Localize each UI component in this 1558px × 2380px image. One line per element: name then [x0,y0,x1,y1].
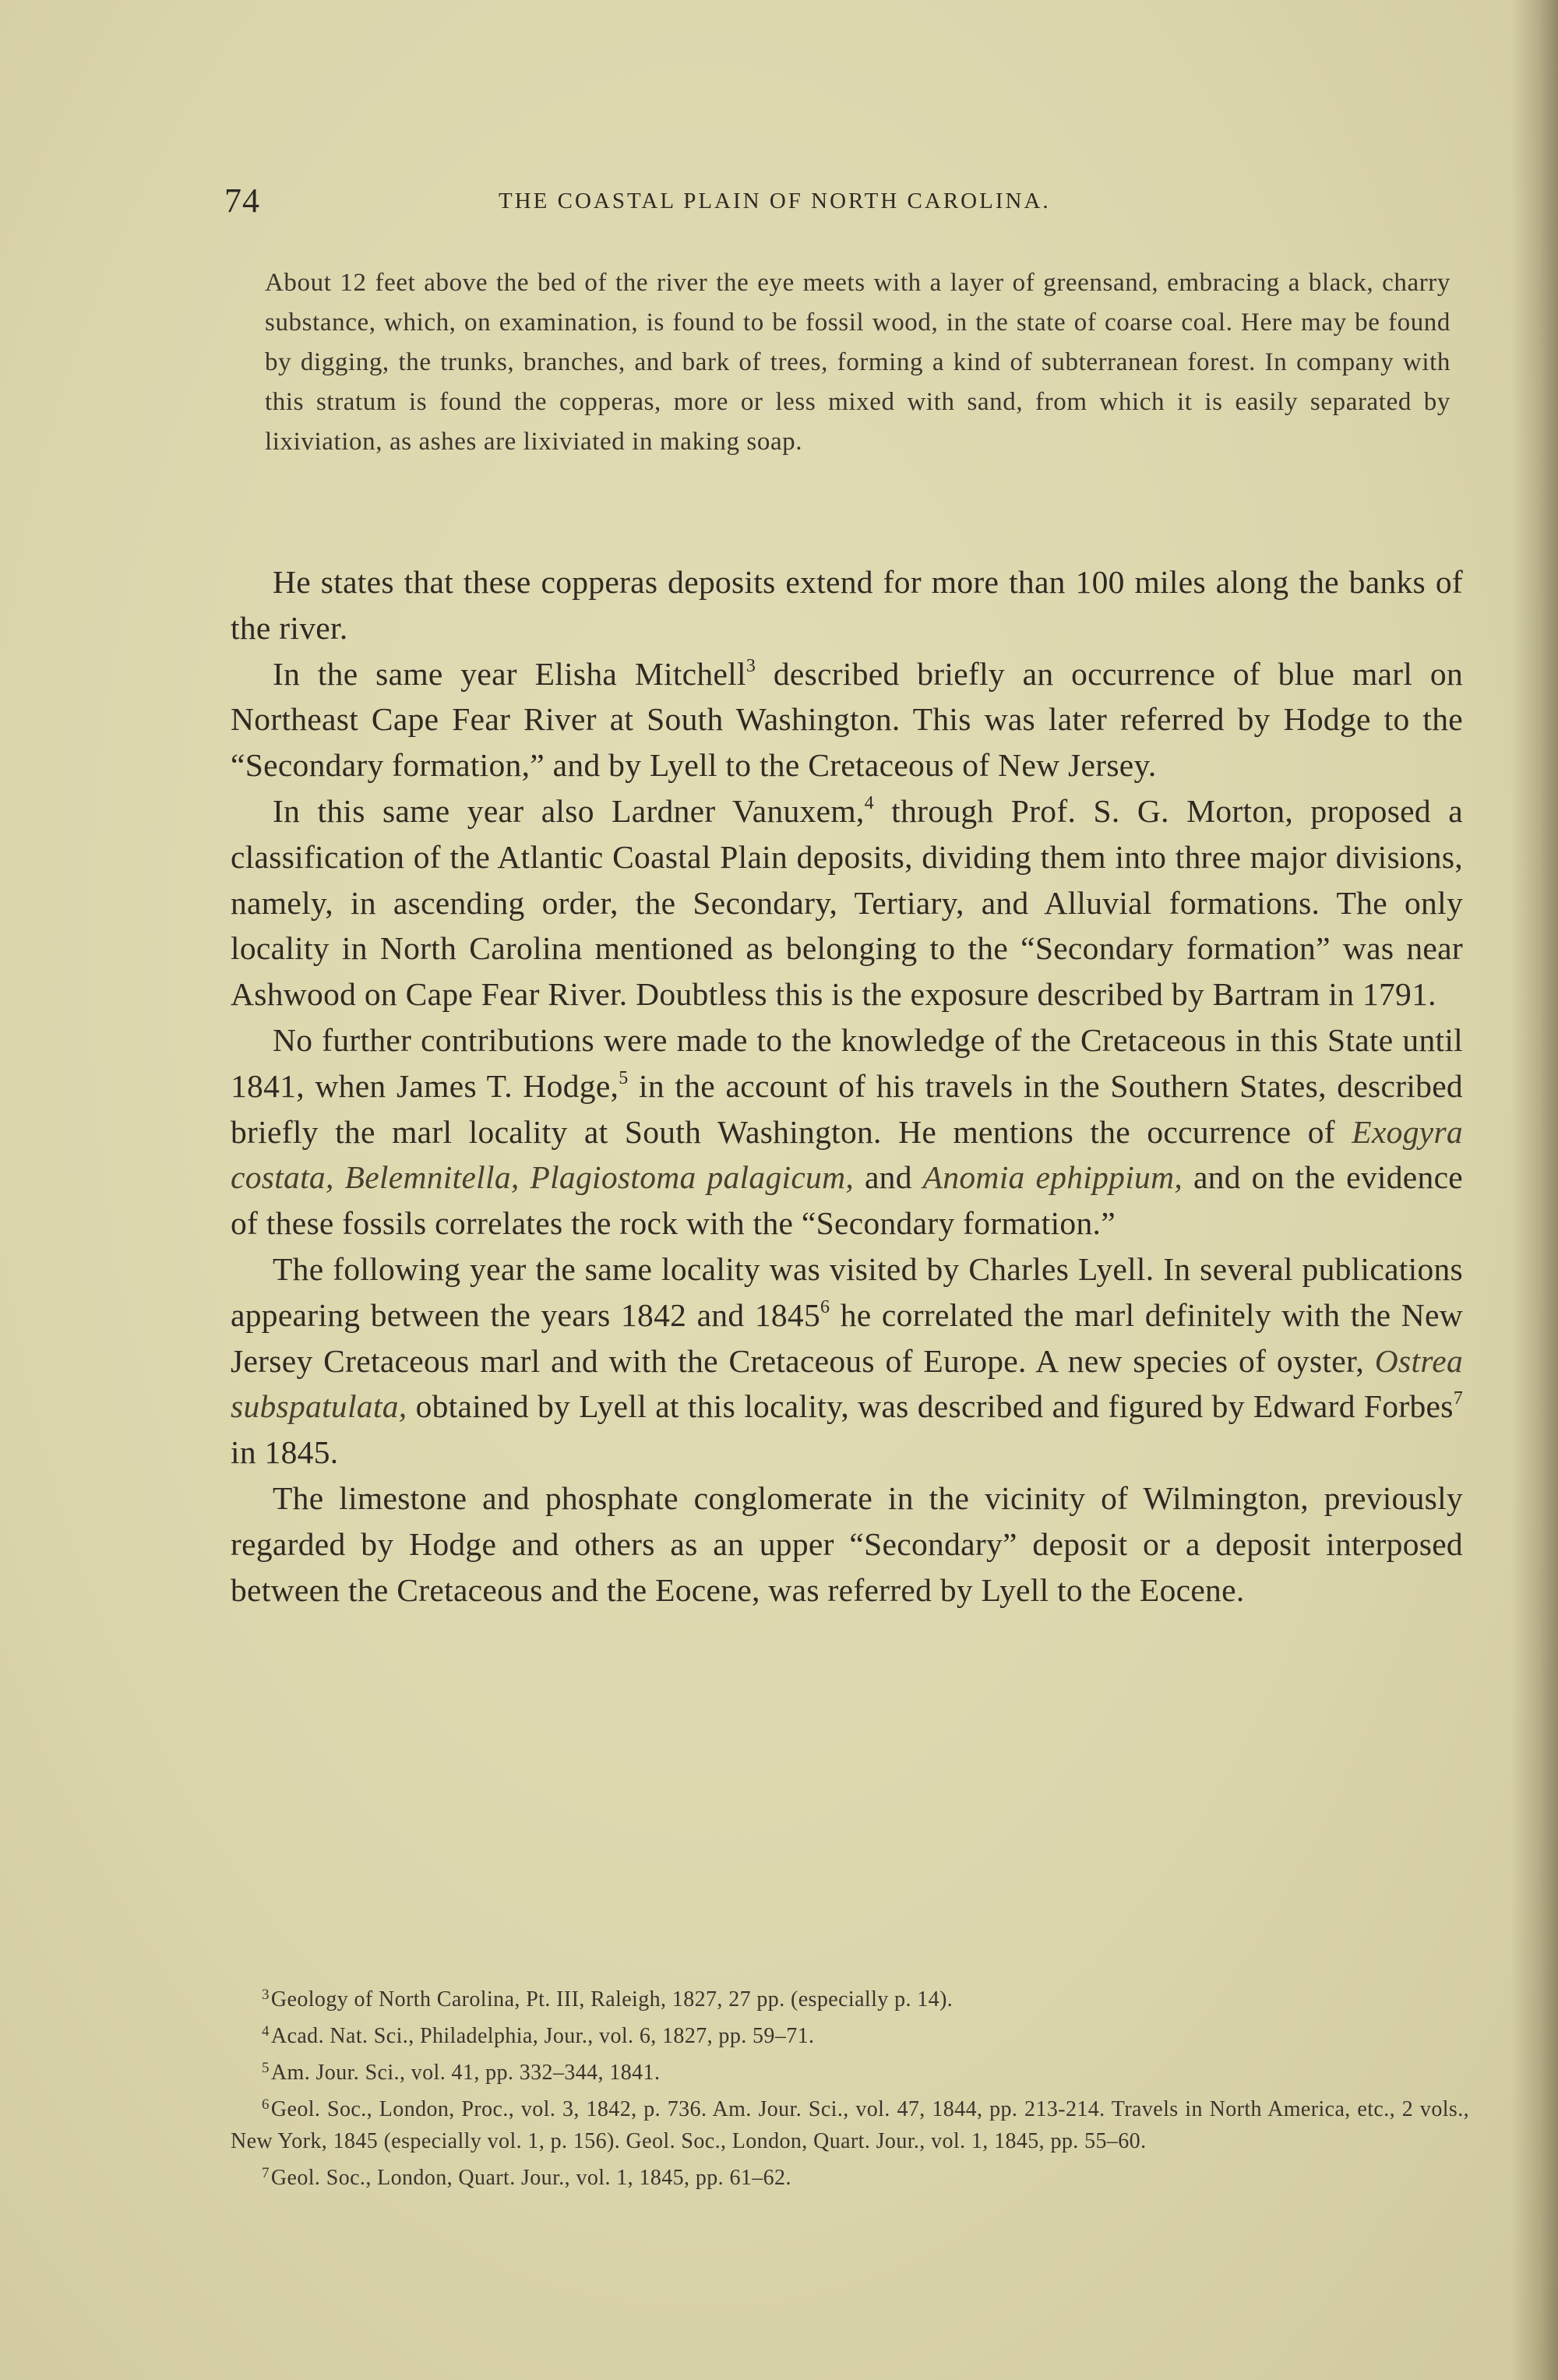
body-text [231,559,1463,1613]
footnote [231,1979,1469,2015]
paragraph-6: The limestone and phosphate conglomerate in the vicinity of Wilmington, previously regarded by Hodge and others as an upper “Secondary” deposit or a deposit interposed between the Cretaceous and the Eocene, was referred by Lyell to the Eocene. [231,1479,1463,1608]
footnote [231,2089,1469,2157]
footnote-text: Am. Jour. Sci., vol. 41, pp. 332–344, 1841. [270,2061,661,2085]
page-number: 74 [224,182,260,220]
running-head: THE COASTAL PLAIN OF NORTH CAROLINA. [499,189,1051,213]
paragraph-4-text-d: and on the evidence of these fossils correlates the rock with the “Secondary formation.” [231,1159,1464,1242]
paragraph-2-text-a: In the same year Elisha Mitchell [273,655,746,692]
page-edge-shadow [1511,0,1558,2380]
footnote-ref-3: 3 [746,655,756,676]
paragraph-4-text-c: and [854,1159,923,1196]
footnote-text: Geol. Soc., London, Proc., vol. 3, 1842, p. 736. Am. Jour. Sci., vol. 47, 1844, pp. 213-214. Travels in North America, etc., 2 vols., New York, 1845 (especially vol. 1, p. 156). Geol. Soc., London, Quart. Jour., vol. 1, 1845, pp. 55–60. [231,2097,1469,2153]
paragraph-3-text-b: through Prof. S. G. Morton, proposed a classification of the Atlantic Coastal Plain deposits, dividing them into three major divisions, namely, in ascending order, the Secondary, Tertiary, and Alluvial formations. The only locality in North Carolina mentioned as belonging to the “Secondary formation” was near Ashwood on Cape Fear River. Doubtless this is the exposure described by Bartram in 1791. [231,792,1464,1013]
paragraph-4 [231,1017,1463,1246]
paragraph-2-text-b: described briefly an occurrence of blue marl on Northeast Cape Fear River at South Washington. This was later referred by Hodge to the “Secondary formation,” and by Lyell to the Cretaceous of New Jersey. [231,655,1463,784]
paragraph-2 [231,651,1463,788]
footnote-text: Geol. Soc., London, Quart. Jour., vol. 1, 1845, pp. 61–62. [270,2166,791,2190]
species-names-italic: Exogyra costata, Belemnitella, Plagiostoma palagicum, [231,1113,1463,1196]
paragraph-4-text-b: in the account of his travels in the Southern States, described briefly the marl locality at South Washington. He mentions the occurrence of [231,1067,1463,1150]
footnote [231,2052,1469,2089]
footnote [231,2157,1469,2194]
paragraph-3-text-a: In this same year also Lardner Vanuxem, [273,792,865,829]
paragraph-4-text-a: No further contributions were made to the knowledge of the Cretaceous in this State until 1841, when James T. Hodge, [231,1021,1463,1104]
block-quote: About 12 feet above the bed of the river the eye meets with a layer of greensand, embracing a black, charry substance, which, on examination, is found to be fossil wood, in the state of coarse coal. Here may be found by digging, the trunks, branches, and bark of trees, forming a kind of subterranean forest. In company with this stratum is found the copperas, more or less mixed with sand, from which it is easily separated by lixiviation, as ashes are lixiviated in making soap. [265,269,1450,456]
paragraph-3 [231,788,1463,1017]
paragraph-5 [231,1246,1463,1476]
footnote-mark: 7 [262,2165,270,2181]
footnote-mark: 6 [262,2096,270,2113]
paragraph-5-text-a: The following year the same locality was visited by Charles Lyell. In several publications appearing between the years 1842 and 1845 [231,1250,1463,1333]
paragraph-5-text-d: in 1845. [231,1434,339,1471]
species-name-ostrea: Ostrea subspatulata, [231,1342,1463,1425]
paragraph-5-text-c: obtained by Lyell at this locality, was described and figured by Edward Forbes [407,1388,1454,1425]
footnote-ref-4: 4 [864,792,874,813]
footnote-ref-6: 6 [820,1296,830,1317]
footnote-text: Geology of North Carolina, Pt. III, Raleigh, 1827, 27 pp. (especially p. 14). [270,1987,953,2012]
footnote-text: Acad. Nat. Sci., Philadelphia, Jour., vol. 6, 1827, pp. 59–71. [270,2024,815,2048]
species-name-anomia: Anomia ephippium, [922,1159,1183,1196]
paragraph-5-text-b: he correlated the marl definitely with the New Jersey Cretaceous marl and with the Cretaceous of Europe. A new species of oyster, [231,1296,1464,1379]
paragraph-1: He states that these copperas deposits extend for more than 100 miles along the banks of the river. [231,564,1463,646]
footnotes [231,1979,1469,2194]
footnote [231,2015,1469,2052]
footnote-mark: 4 [262,2023,270,2040]
footnote-ref-7: 7 [1453,1388,1463,1409]
footnote-mark: 5 [262,2060,270,2076]
footnote-mark: 3 [262,1987,270,2003]
page-header [224,181,1206,227]
footnote-ref-5: 5 [619,1067,629,1088]
